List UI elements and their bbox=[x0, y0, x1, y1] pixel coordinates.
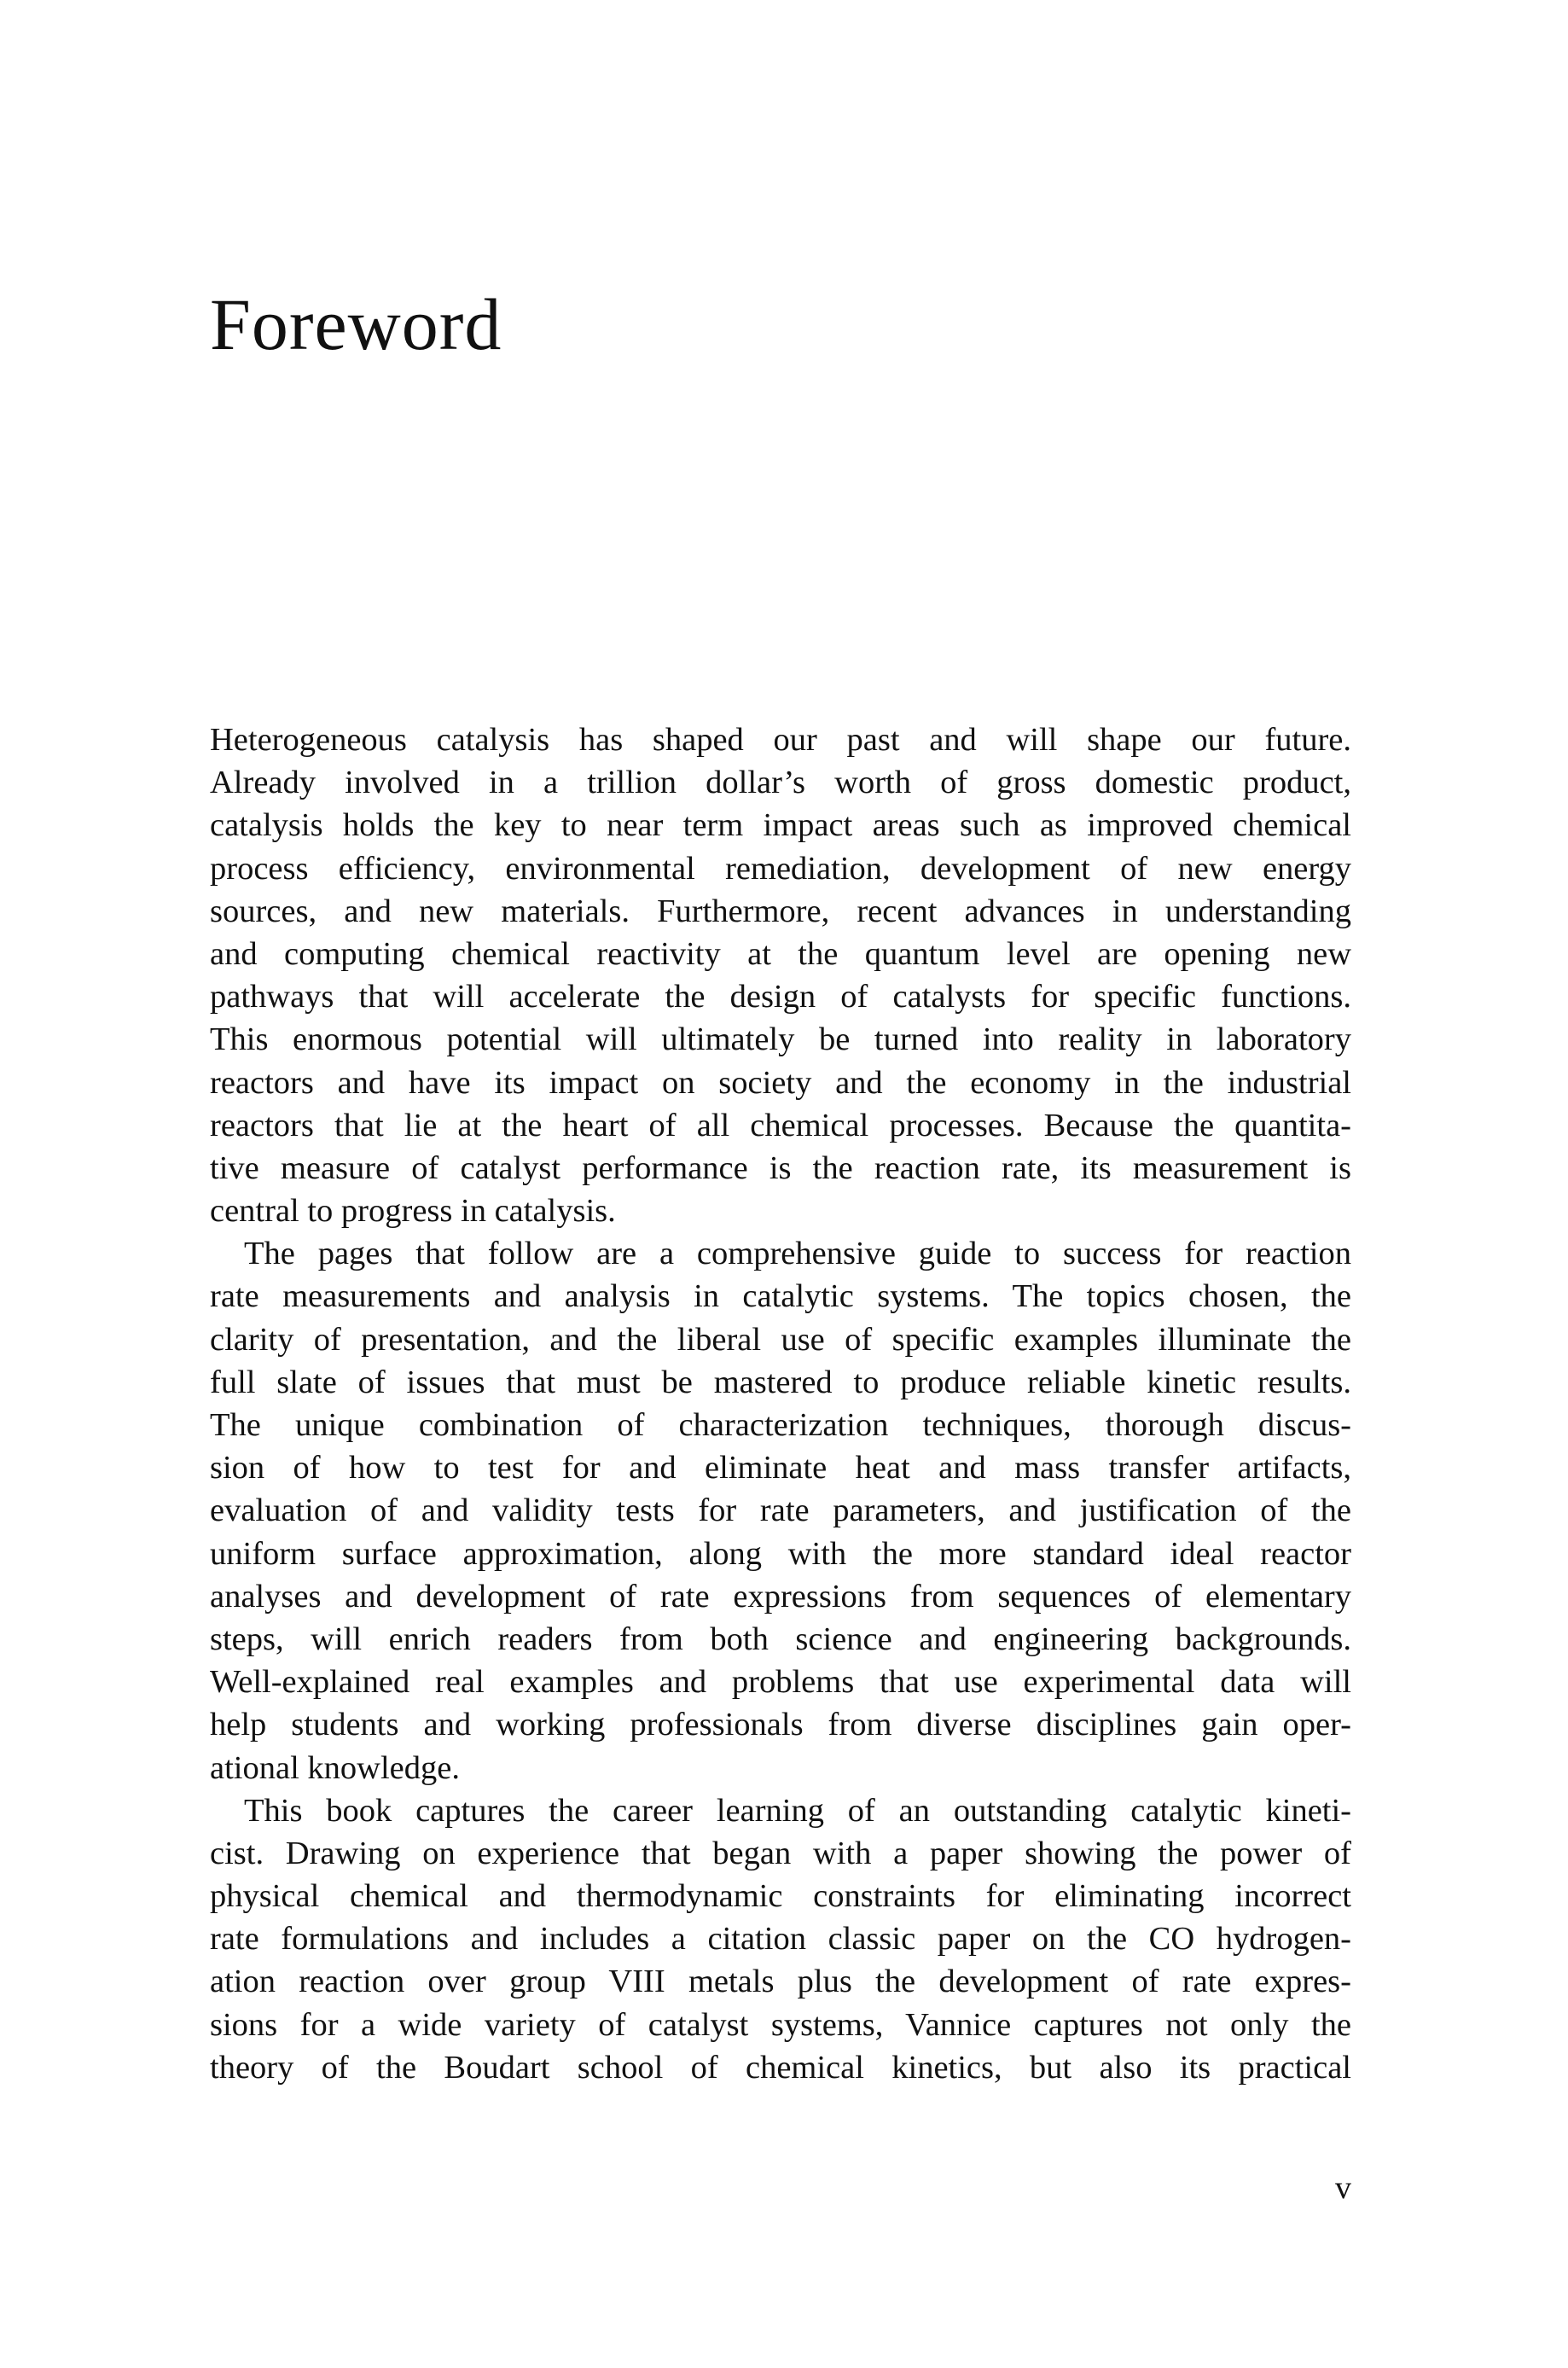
text-line: catalysis holds the key to near term impact areas such as improved chemical bbox=[210, 807, 1351, 844]
text-line: theory of the Boudart school of chemical kinetics, but also its practical bbox=[210, 2049, 1351, 2086]
text-line: physical chemical and thermodynamic constraints for eliminating incorrect bbox=[210, 1878, 1351, 1915]
text-line: cist. Drawing on experience that began with a paper showing the power of bbox=[210, 1835, 1351, 1871]
text-line: pathways that will accelerate the design of catalysts for specific functions. bbox=[210, 979, 1351, 1015]
text-line: sions for a wide variety of catalyst systems, Vannice captures not only the bbox=[210, 2006, 1351, 2043]
text-line: and computing chemical reactivity at the quantum level are opening new bbox=[210, 935, 1351, 972]
text-line: Already involved in a trillion dollar’s worth of gross domestic product, bbox=[210, 765, 1351, 801]
text-line: tive measure of catalyst performance is the reaction rate, its measurement is bbox=[210, 1149, 1351, 1186]
text-line: rate formulations and includes a citation classic paper on the CO hydrogen- bbox=[210, 1921, 1351, 1958]
page-number: v bbox=[1335, 2170, 1351, 2206]
text-line: rate measurements and analysis in catalytic systems. The topics chosen, the bbox=[210, 1278, 1351, 1315]
text-line: clarity of presentation, and the liberal use of specific examples illuminate the bbox=[210, 1321, 1351, 1358]
text-line: reactors and have its impact on society and the economy in the industrial bbox=[210, 1064, 1351, 1101]
text-line: The unique combination of characterization techniques, thorough discus- bbox=[210, 1407, 1351, 1443]
text-line: full slate of issues that must be mastered to produce reliable kinetic results. bbox=[210, 1364, 1351, 1400]
page-title: Foreword bbox=[210, 283, 502, 365]
text-line: sources, and new materials. Furthermore, recent advances in understanding bbox=[210, 893, 1351, 929]
text-line: help students and working professionals from diverse disciplines gain oper- bbox=[210, 1707, 1351, 1743]
text-line: steps, will enrich readers from both science and engineering backgrounds. bbox=[210, 1620, 1351, 1657]
text-line: ational knowledge. bbox=[210, 1749, 460, 1786]
text-line: central to progress in catalysis. bbox=[210, 1193, 616, 1230]
text-line: Well-explained real examples and problems that use experimental data will bbox=[210, 1664, 1351, 1701]
text-line: process efficiency, environmental remediation, development of new energy bbox=[210, 850, 1351, 887]
text-line: reactors that lie at the heart of all chemical processes. Because the quantita- bbox=[210, 1107, 1351, 1143]
text-line: ation reaction over group VIII metals plus the development of rate expres- bbox=[210, 1964, 1351, 2000]
foreword-body bbox=[210, 719, 1351, 2089]
text-line: This enormous potential will ultimately be turned into reality in laboratory bbox=[210, 1021, 1351, 1058]
text-line: evaluation of and validity tests for rate parameters, and justification of the bbox=[210, 1492, 1351, 1529]
text-line: The pages that follow are a comprehensive guide to success for reaction bbox=[244, 1236, 1351, 1272]
text-line: analyses and development of rate expressions from sequences of elementary bbox=[210, 1578, 1351, 1615]
text-line: This book captures the career learning of an outstanding catalytic kineti- bbox=[244, 1792, 1351, 1829]
text-line: sion of how to test for and eliminate heat and mass transfer artifacts, bbox=[210, 1450, 1351, 1487]
text-line: uniform surface approximation, along with the more standard ideal reactor bbox=[210, 1535, 1351, 1572]
text-line: Heterogeneous catalysis has shaped our past and will shape our future. bbox=[210, 722, 1351, 758]
